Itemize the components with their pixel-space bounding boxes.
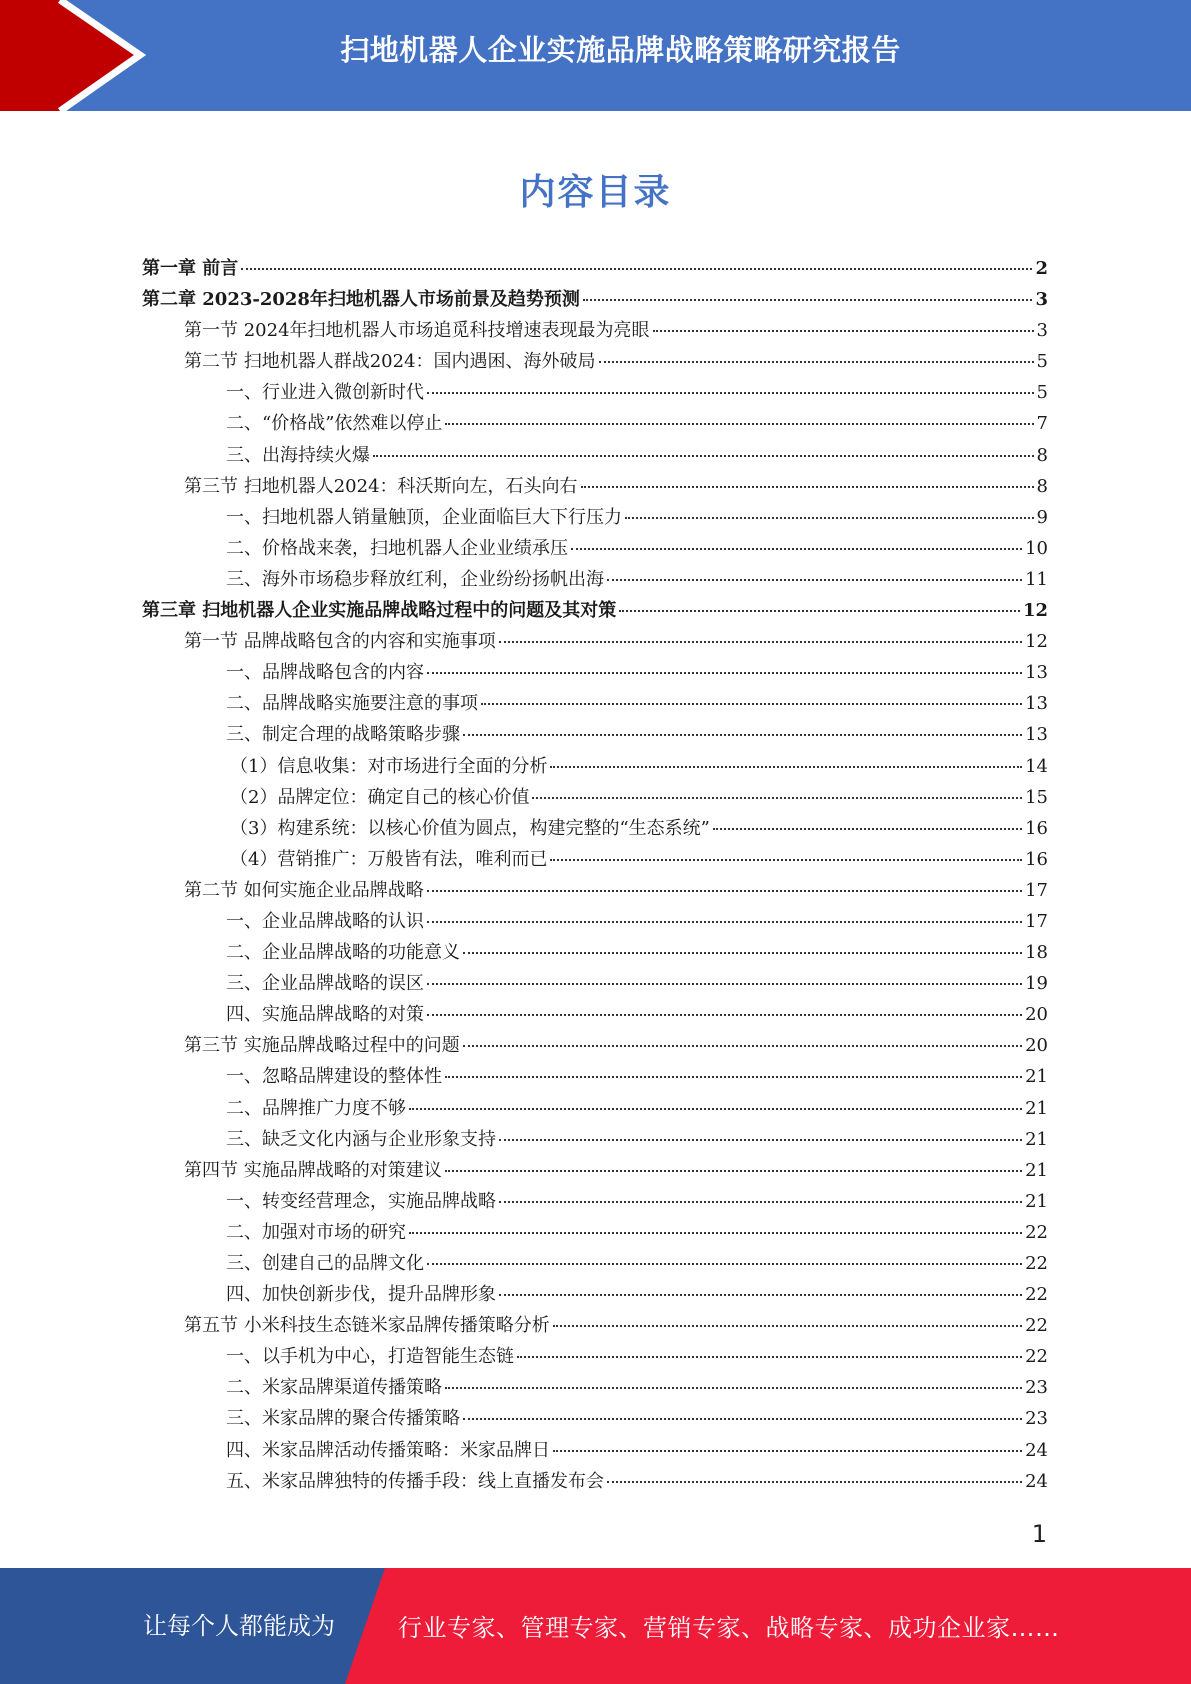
toc-entry-page: 20	[1025, 1035, 1048, 1057]
toc-entry[interactable]	[142, 907, 1048, 938]
toc-dot-leader	[481, 703, 1022, 705]
toc-dot-leader	[713, 828, 1022, 830]
toc-entry-title: 第二节 扫地机器人群战2024：国内遇困、海外破局	[184, 351, 596, 373]
toc-entry-title: 三、出海持续火爆	[226, 444, 370, 466]
toc-entry-title: 第二节 如何实施企业品牌战略	[184, 879, 424, 901]
toc-entry-title: 二、品牌战略实施要注意的事项	[226, 693, 478, 715]
toc-entry-title: 第二章 2023-2028年扫地机器人市场前景及趋势预测	[142, 289, 580, 311]
toc-dot-leader	[499, 641, 1022, 643]
toc-entry-title: （1）信息收集：对市场进行全面的分析	[230, 755, 548, 777]
toc-entry[interactable]	[142, 316, 1048, 347]
toc-dot-leader	[445, 1170, 1022, 1172]
toc-dot-leader	[463, 1045, 1022, 1047]
toc-entry[interactable]	[142, 658, 1048, 689]
toc-dot-leader	[532, 797, 1022, 799]
toc-dot-leader	[499, 1294, 1022, 1296]
toc-dot-leader	[607, 1481, 1022, 1483]
toc-dot-leader	[241, 268, 1032, 270]
toc-entry-title: 一、转变经营理念，实施品牌战略	[226, 1190, 496, 1212]
toc-entry-title: 第五节 小米科技生态链米家品牌传播策略分析	[184, 1315, 550, 1337]
toc-entry[interactable]	[142, 596, 1048, 627]
toc-entry-page: 22	[1025, 1284, 1048, 1306]
toc-entry[interactable]	[142, 1404, 1048, 1435]
toc-entry-page: 5	[1036, 351, 1048, 373]
toc-dot-leader	[581, 486, 1034, 488]
toc-dot-leader	[517, 1356, 1022, 1358]
toc-dot-leader	[445, 1076, 1022, 1078]
toc-entry[interactable]	[142, 347, 1048, 378]
toc-entry[interactable]	[142, 1125, 1048, 1156]
toc-dot-leader	[427, 890, 1022, 892]
toc-entry-title: 第一节 品牌战略包含的内容和实施事项	[184, 631, 496, 653]
toc-entry-page: 21	[1025, 1190, 1048, 1212]
toc-entry[interactable]	[142, 1031, 1048, 1062]
toc-entry-title: 三、制定合理的战略策略步骤	[226, 724, 460, 746]
toc-entry[interactable]	[142, 1094, 1048, 1125]
toc-entry-page: 22	[1025, 1253, 1048, 1274]
toc-dot-leader	[445, 1387, 1022, 1389]
toc-dot-leader	[499, 1139, 1022, 1141]
toc-entry-title: （4）营销推广：万般皆有法，唯利而已	[230, 848, 548, 870]
toc-entry-title: 二、“价格战”依然难以停止	[226, 413, 443, 435]
toc-entry-title: 三、米家品牌的聚合传播策略	[226, 1408, 460, 1430]
toc-entry-title: 一、品牌战略包含的内容	[226, 662, 424, 684]
toc-entry-page: 8	[1036, 475, 1048, 497]
toc-entry[interactable]	[142, 752, 1048, 783]
toc-entry-title: 一、扫地机器人销量触顶，企业面临巨大下行压力	[226, 506, 622, 528]
toc-entry[interactable]	[142, 720, 1048, 751]
toc-entry[interactable]	[142, 783, 1048, 814]
toc-entry[interactable]	[142, 689, 1048, 720]
toc-dot-leader	[550, 859, 1022, 861]
toc-dot-leader	[619, 610, 1020, 612]
toc-entry-page: 24	[1025, 1470, 1048, 1492]
toc-entry-title: 一、行业进入微创新时代	[226, 382, 424, 404]
toc-entry-title: 第三章 扫地机器人企业实施品牌战略过程中的问题及其对策	[142, 600, 617, 622]
toc-entry-title: 二、品牌推广力度不够	[226, 1097, 406, 1119]
table-of-contents	[142, 254, 1048, 1498]
toc-entry-page: 8	[1036, 444, 1048, 466]
toc-entry[interactable]	[142, 938, 1048, 969]
toc-entry-title: 三、缺乏文化内涵与企业形象支持	[226, 1128, 496, 1150]
toc-entry[interactable]	[142, 1467, 1048, 1498]
toc-dot-leader	[463, 1418, 1022, 1420]
toc-entry[interactable]	[142, 409, 1048, 440]
toc-entry[interactable]	[142, 1062, 1048, 1093]
toc-entry-title: （3）构建系统：以核心价值为圆点，构建完整的“生态系统”	[230, 817, 710, 839]
toc-entry-page: 7	[1036, 413, 1048, 435]
toc-entry-page: 21	[1025, 1097, 1048, 1119]
page-number: 1	[1031, 1520, 1047, 1548]
toc-entry-title: 四、实施品牌战略的对策	[226, 1004, 424, 1026]
toc-heading: 内容目录	[519, 172, 672, 213]
page-footer	[0, 1568, 1191, 1684]
toc-entry-title: 五、米家品牌独特的传播手段：线上直播发布会	[226, 1470, 604, 1492]
toc-dot-leader	[571, 548, 1022, 550]
toc-entry-page: 3	[1036, 320, 1048, 342]
toc-entry-page: 5	[1036, 382, 1048, 404]
toc-entry-title: 二、企业品牌战略的功能意义	[226, 942, 460, 964]
toc-entry-page: 19	[1025, 973, 1048, 995]
toc-dot-leader	[553, 1450, 1022, 1452]
toc-entry-page: 15	[1025, 786, 1048, 808]
toc-dot-leader	[427, 983, 1022, 985]
toc-entry-page: 16	[1025, 817, 1048, 839]
toc-dot-leader	[553, 1325, 1022, 1327]
toc-entry-title: 一、以手机为中心，打造智能生态链	[226, 1346, 514, 1368]
toc-entry-page: 18	[1025, 942, 1048, 964]
toc-entry-title: 二、米家品牌渠道传播策略	[226, 1377, 442, 1399]
toc-entry-page: 21	[1025, 1066, 1048, 1088]
toc-entry[interactable]	[142, 1249, 1048, 1280]
toc-dot-leader	[599, 361, 1034, 363]
toc-entry-page: 20	[1025, 1004, 1048, 1026]
toc-entry-title: 四、米家品牌活动传播策略：米家品牌日	[226, 1439, 550, 1461]
toc-dot-leader	[427, 672, 1022, 674]
toc-dot-leader	[409, 1108, 1022, 1110]
toc-entry[interactable]	[142, 285, 1048, 316]
toc-dot-leader	[427, 392, 1034, 394]
toc-entry-page: 12	[1025, 631, 1048, 653]
toc-entry[interactable]	[142, 876, 1048, 907]
toc-entry-title: 第一节 2024年扫地机器人市场追觅科技增速表现最为亮眼	[184, 320, 650, 342]
toc-entry-page: 21	[1025, 1159, 1048, 1181]
page-header	[0, 0, 1191, 111]
toc-entry-page: 22	[1025, 1346, 1048, 1368]
toc-entry[interactable]	[142, 1156, 1048, 1187]
toc-entry[interactable]	[142, 565, 1048, 596]
toc-entry-page: 14	[1025, 755, 1048, 777]
toc-entry-title: 三、海外市场稳步释放红利，企业纷纷扬帆出海	[226, 568, 604, 590]
toc-entry[interactable]	[142, 503, 1048, 534]
toc-entry-title: 第三节 实施品牌战略过程中的问题	[184, 1035, 460, 1057]
toc-entry-page: 22	[1025, 1315, 1048, 1337]
toc-dot-leader	[427, 1014, 1022, 1016]
toc-entry-title: 三、企业品牌战略的误区	[226, 973, 424, 995]
toc-dot-leader	[373, 455, 1034, 457]
toc-entry[interactable]	[142, 441, 1048, 472]
toc-dot-leader	[583, 299, 1033, 301]
toc-entry-page: 3	[1035, 289, 1048, 311]
toc-entry[interactable]	[142, 845, 1048, 876]
toc-entry[interactable]	[142, 1187, 1048, 1218]
toc-dot-leader	[463, 952, 1022, 954]
toc-entry-page: 23	[1025, 1408, 1048, 1430]
toc-entry-title: 二、加强对市场的研究	[226, 1221, 406, 1243]
toc-entry-page: 10	[1025, 537, 1048, 559]
toc-dot-leader	[463, 734, 1022, 736]
footer-slogan-right: 行业专家、管理专家、营销专家、战略专家、成功企业家……	[398, 1614, 1060, 1642]
toc-entry-page: 23	[1025, 1377, 1048, 1399]
toc-entry[interactable]	[142, 1311, 1048, 1342]
toc-entry-title: 四、加快创新步伐，提升品牌形象	[226, 1284, 496, 1306]
toc-entry-page: 2	[1035, 258, 1048, 279]
toc-entry-title: 二、价格战来袭，扫地机器人企业业绩承压	[226, 537, 568, 559]
toc-entry-page: 17	[1025, 879, 1048, 901]
toc-entry-title: 第四节 实施品牌战略的对策建议	[184, 1159, 442, 1181]
toc-entry-page: 13	[1025, 724, 1048, 746]
toc-dot-leader	[409, 1232, 1022, 1234]
toc-entry-page: 24	[1025, 1439, 1048, 1461]
toc-entry[interactable]	[142, 1373, 1048, 1404]
toc-entry-title: 第三节 扫地机器人2024：科沃斯向左，石头向右	[184, 475, 578, 497]
toc-entry-page: 16	[1025, 848, 1048, 870]
toc-dot-leader	[427, 1263, 1022, 1265]
toc-dot-leader	[625, 517, 1034, 519]
toc-dot-leader	[445, 423, 1033, 425]
toc-entry-page: 13	[1025, 662, 1048, 684]
toc-entry-page: 13	[1025, 693, 1048, 715]
toc-entry-page: 11	[1025, 568, 1048, 590]
toc-entry[interactable]	[142, 378, 1048, 409]
footer-slogan-left: 让每个人都能成为	[143, 1612, 335, 1640]
toc-entry-title: 三、创建自己的品牌文化	[226, 1253, 424, 1274]
toc-entry-title: 一、企业品牌战略的认识	[226, 910, 424, 932]
toc-entry[interactable]	[142, 254, 1048, 285]
toc-dot-leader	[653, 330, 1034, 332]
toc-entry[interactable]	[142, 1280, 1048, 1311]
toc-dot-leader	[499, 1201, 1022, 1203]
toc-entry[interactable]	[142, 1436, 1048, 1467]
toc-entry[interactable]	[142, 969, 1048, 1000]
toc-entry[interactable]	[142, 814, 1048, 845]
toc-entry[interactable]	[142, 534, 1048, 565]
toc-dot-leader	[550, 766, 1022, 768]
toc-entry[interactable]	[142, 1218, 1048, 1249]
toc-dot-leader	[607, 579, 1022, 581]
toc-entry[interactable]	[142, 472, 1048, 503]
toc-dot-leader	[427, 921, 1022, 923]
toc-entry[interactable]	[142, 627, 1048, 658]
toc-entry-page: 12	[1022, 600, 1048, 622]
report-title: 扫地机器人企业实施品牌战略策略研究报告	[340, 33, 901, 67]
toc-entry-title: 一、忽略品牌建设的整体性	[226, 1066, 442, 1088]
toc-entry[interactable]	[142, 1000, 1048, 1031]
toc-entry-title: （2）品牌定位：确定自己的核心价值	[230, 786, 530, 808]
toc-entry-page: 21	[1025, 1128, 1048, 1150]
toc-entry-page: 9	[1036, 506, 1048, 528]
toc-entry-title: 第一章 前言	[142, 258, 239, 279]
toc-entry-page: 17	[1025, 910, 1048, 932]
toc-entry-page: 22	[1025, 1221, 1048, 1243]
toc-entry[interactable]	[142, 1342, 1048, 1373]
